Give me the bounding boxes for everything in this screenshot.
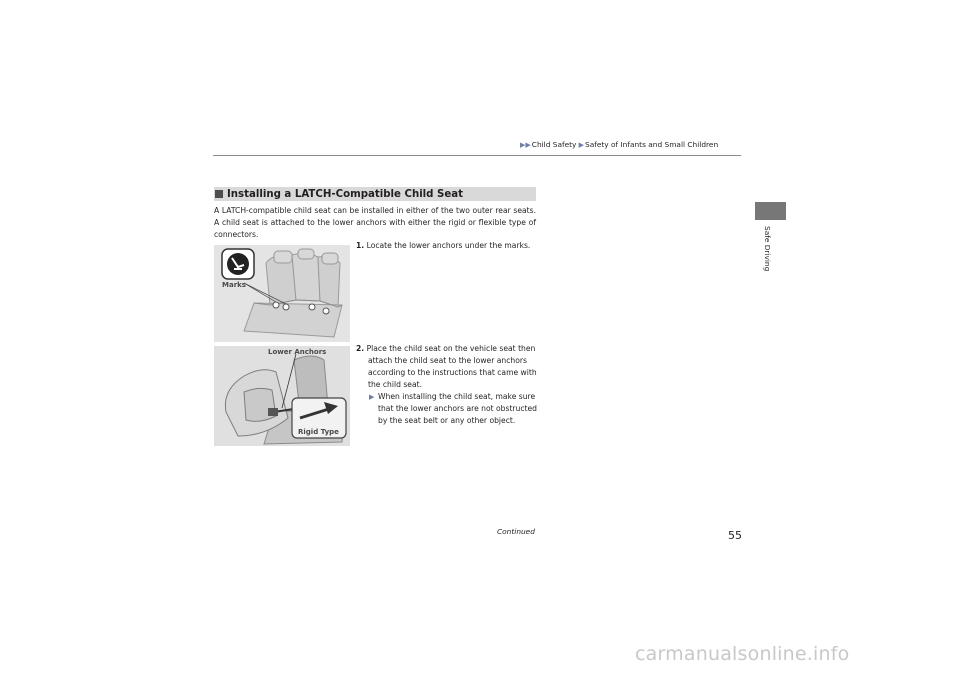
step-2-note [356,391,538,427]
step-1-number: 1. [356,241,365,250]
step-2-text: Place the child seat on the vehicle seat then attach the child seat to the lower anchors according to the instructions that came with the child seat. [366,344,537,389]
breadcrumb-arrow-icon: ▶ [576,141,585,149]
note-arrow-icon: ▶ [369,393,375,401]
figure-2-callout-lower-anchors: Lower Anchors [268,348,327,356]
heading-square-icon [215,190,223,198]
step-2-note-text: When installing the child seat, make sure that the lower anchors are not obstructed by the seat belt or any other object. [378,392,538,425]
breadcrumb-item-child-safety[interactable]: Child Safety [531,140,577,149]
figure-rear-seat-marks [214,245,350,342]
section-heading [214,187,536,201]
header-divider [213,155,741,156]
rear-seat-illustration [214,245,350,342]
figure-2-callout-rigid-type: Rigid Type [298,428,339,436]
chapter-tab [755,202,786,220]
page-number: 55 [728,529,742,542]
step-1 [356,240,530,252]
continued-label: Continued [497,527,535,536]
figure-1-callout-marks: Marks [222,281,246,289]
breadcrumb [520,140,718,149]
step-2 [356,343,538,427]
step-2-number: 2. [356,344,365,353]
chapter-tab-label: Safe Driving [763,226,772,272]
watermark: carmanualsonline.info [635,643,850,665]
breadcrumb-arrow-icon: ▶▶ [520,141,531,149]
step-1-text: Locate the lower anchors under the marks. [366,241,531,250]
intro-paragraph: A LATCH-compatible child seat can be installed in either of the two outer rear seats. A child seat is attached to the lower anchors with either the rigid or flexible type of connectors. [214,206,536,239]
breadcrumb-item-safety-infants[interactable]: Safety of Infants and Small Children [585,140,719,149]
section-heading-text: Installing a LATCH-Compatible Child Seat [227,188,464,200]
